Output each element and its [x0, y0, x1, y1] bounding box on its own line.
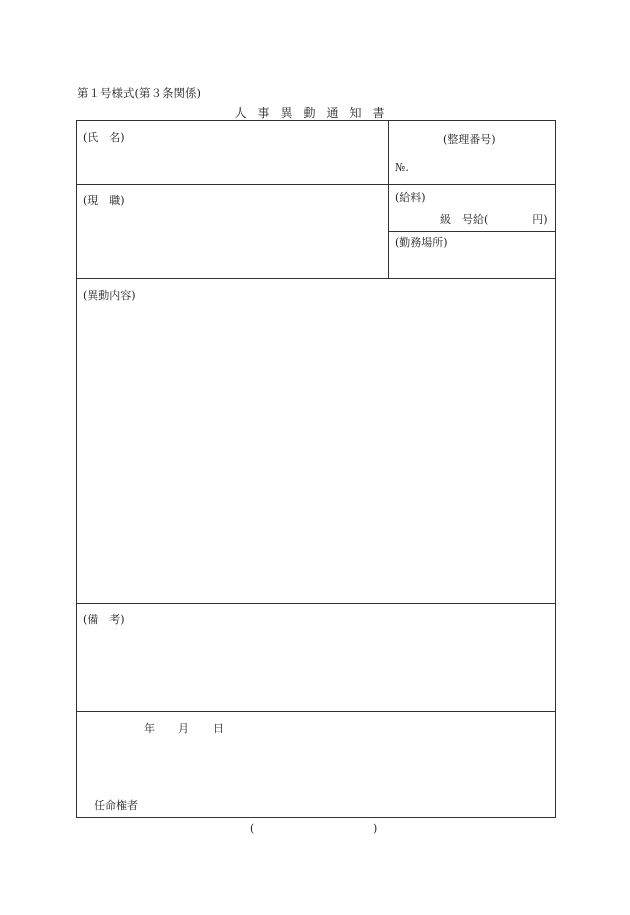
reference-number-label: (整理番号): [443, 133, 496, 146]
date-month-label: 月: [178, 722, 189, 735]
divider-salary-workplace: [388, 231, 555, 232]
current-post-label: (現 職): [83, 194, 125, 207]
notice-form-table: [76, 120, 556, 818]
form-number-label: 第１号様式(第３条関係): [77, 86, 201, 100]
date-day-label: 日: [213, 722, 224, 735]
footer-paren-open: (: [250, 822, 255, 835]
divider-row-2: [77, 278, 555, 279]
divider-row-1: [77, 184, 555, 185]
number-label: №.: [395, 161, 409, 174]
salary-grade-label: 級 号給( 円): [440, 213, 548, 226]
footer-paren-close: ): [373, 822, 378, 835]
divider-row-3: [77, 603, 555, 604]
name-label: (氏 名): [83, 131, 125, 144]
divider-column: [388, 121, 389, 278]
appointer-label: 任命権者: [94, 799, 138, 812]
salary-label: (給料): [395, 191, 426, 204]
remarks-label: (備 考): [83, 613, 125, 626]
transfer-details-label: (異動内容): [83, 289, 136, 302]
date-year-label: 年: [144, 722, 155, 735]
document-title: 人事異動通知書: [234, 106, 396, 120]
divider-row-4: [77, 711, 555, 712]
workplace-label: (勤務場所): [395, 236, 448, 249]
